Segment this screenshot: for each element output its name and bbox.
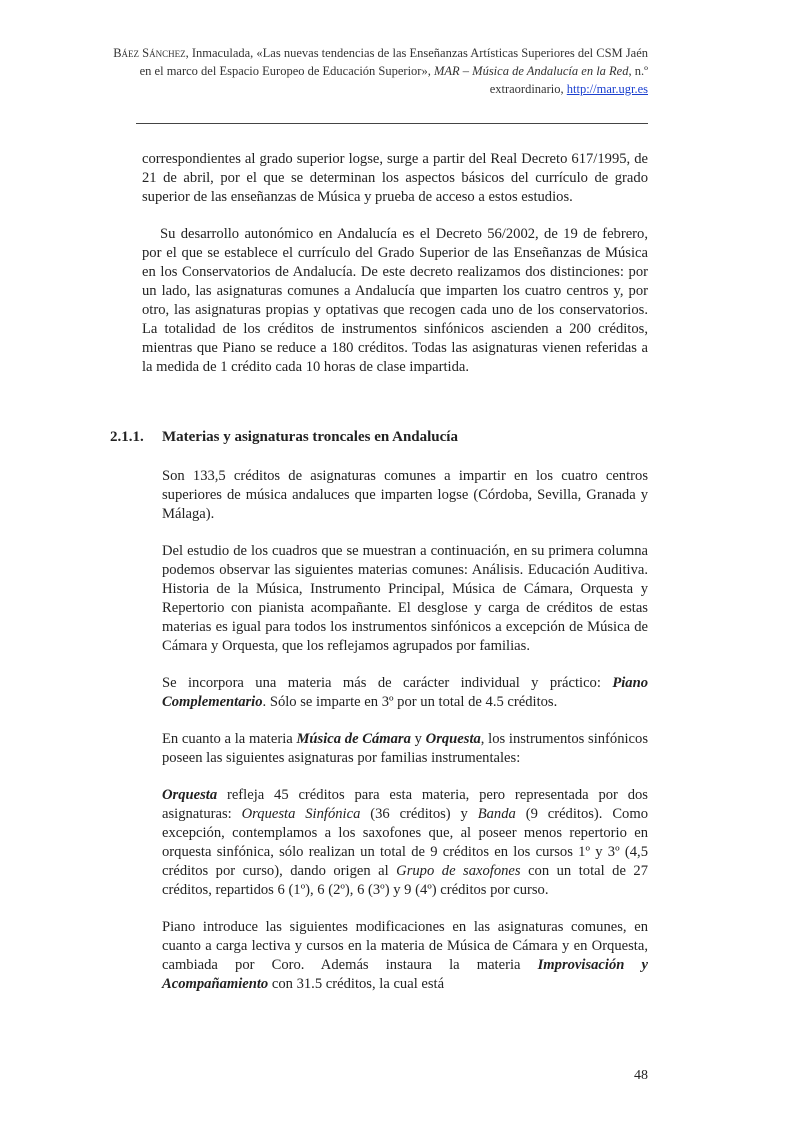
paragraph: correspondientes al grado superior logse, surge a partir del Real Decreto 617/1995, de 21 de abril, por el que se determinan los aspectos básicos del currículo de grado superior de las enseñanzas de Música y prueba de acceso a estos estudios. [142, 151, 648, 205]
text-run: , los instrumentos sinfónicos poseen las siguientes asignaturas por familias instrumentales: [162, 731, 649, 766]
running-header [100, 44, 648, 98]
header-url-link[interactable]: http://mar.ugr.es [566, 82, 648, 96]
emphasis-term: Improvisación y Acompañamiento [162, 957, 648, 992]
text-run: . Sólo se imparte en 3º por un total de 4.5 créditos. [262, 694, 558, 710]
paragraph [162, 786, 648, 900]
paragraph: Son 133,5 créditos de asignaturas comunes a impartir en los cuatro centros superiores de música andaluces que imparten logse (Córdoba, Sevilla, Granada y Málaga). [162, 468, 648, 522]
header-author: Báez Sánchez [113, 46, 186, 60]
section-title: Materias y asignaturas troncales en Andalucía [162, 429, 458, 445]
emphasis-term: Orquesta [425, 731, 481, 747]
paragraph: Su desarrollo autonómico en Andalucía es el Decreto 56/2002, de 19 de febrero, por el que se establece el currículo del Grado Superior de las Enseñanzas de Música en los Conservatorios de Andalucía. De este decreto realizamos dos distinciones: por un lado, las asignaturas comunes a Andalucía que imparten los cuatro centros y, por otro, las asignaturas propias y optativas que recogen cada uno de los conservatorios. La totalidad de los créditos de instrumentos sinfónicos ascienden a 200 créditos, mientras que Piano se reduce a 180 créditos. Todas las asignaturas vienen referidas a la medida de 1 crédito cada 10 horas de clase impartida. [142, 226, 648, 375]
text-run: Se incorpora una materia más de carácter individual y práctico: [162, 675, 613, 691]
emphasis-term: Orquesta [162, 787, 218, 803]
paragraph: Del estudio de los cuadros que se muestran a continuación, en su primera columna podemos observar las siguientes materias comunes: Análisis. Educación Auditiva. Historia de la Música, Instrumento Principal, Música de Cámara, Orquesta y Repertorio con pianista acompañante. El desglose y carga de créditos de estas materias es igual para todos los instrumentos sinfónicos a excepción de Música de Cámara y Orquesta, que los reflejamos agrupados por familias. [162, 543, 648, 654]
emphasis-term: Música de Cámara [296, 731, 411, 747]
text-run: (9 créditos). Como excepción, contemplamos a los saxofones que, al poseer menos repertorio en orquesta sinfónica, sólo realizan un total de 9 créditos en los cursos 1º y 3º (4,5 créditos por curso), dando origen al [162, 806, 649, 879]
text-run: Piano introduce las siguientes modificaciones en las asignaturas comunes, en cuanto a carga lectiva y cursos en la materia de Música de Cámara y en Orquesta, cambiada por Coro. Además instaura la materia [162, 919, 648, 973]
italic-term: Banda [477, 806, 516, 822]
section-body [162, 467, 648, 1012]
paragraph [162, 918, 648, 994]
text-run: En cuanto a la materia [162, 731, 297, 747]
paragraph [162, 674, 648, 712]
header-rule [136, 123, 648, 124]
section-number: 2.1.1. [110, 429, 144, 445]
paragraph [162, 730, 648, 768]
intro-text [142, 150, 648, 395]
header-issue: , n.º extraordinario, [489, 64, 648, 96]
text-run: con 31.5 créditos, la cual está [268, 976, 445, 992]
text-run: con un total de 27 créditos, repartidos 6 (1º), 6 (2º), 6 (3º) y 9 (4º) créditos por curso. [162, 863, 648, 898]
text-run: y [410, 731, 426, 747]
italic-term: Grupo de saxofones [396, 863, 521, 879]
emphasis-term: Piano Complementario [162, 675, 648, 710]
italic-term: Orquesta Sinfónica [241, 806, 361, 822]
header-citation: , Inmaculada, «Las nuevas tendencias de las Enseñanzas Artísticas Superiores del CSM Jaén en el marco del Espacio Europeo de Educación Superior», [139, 46, 648, 78]
page-number: 48 [634, 1068, 648, 1083]
text-run: refleja 45 créditos para esta materia, pero representada por dos asignaturas: [162, 787, 648, 822]
text-run: (36 créditos) y [360, 806, 478, 822]
header-journal: MAR – Música de Andalucía en la Red [433, 64, 629, 78]
section-heading [110, 428, 648, 447]
